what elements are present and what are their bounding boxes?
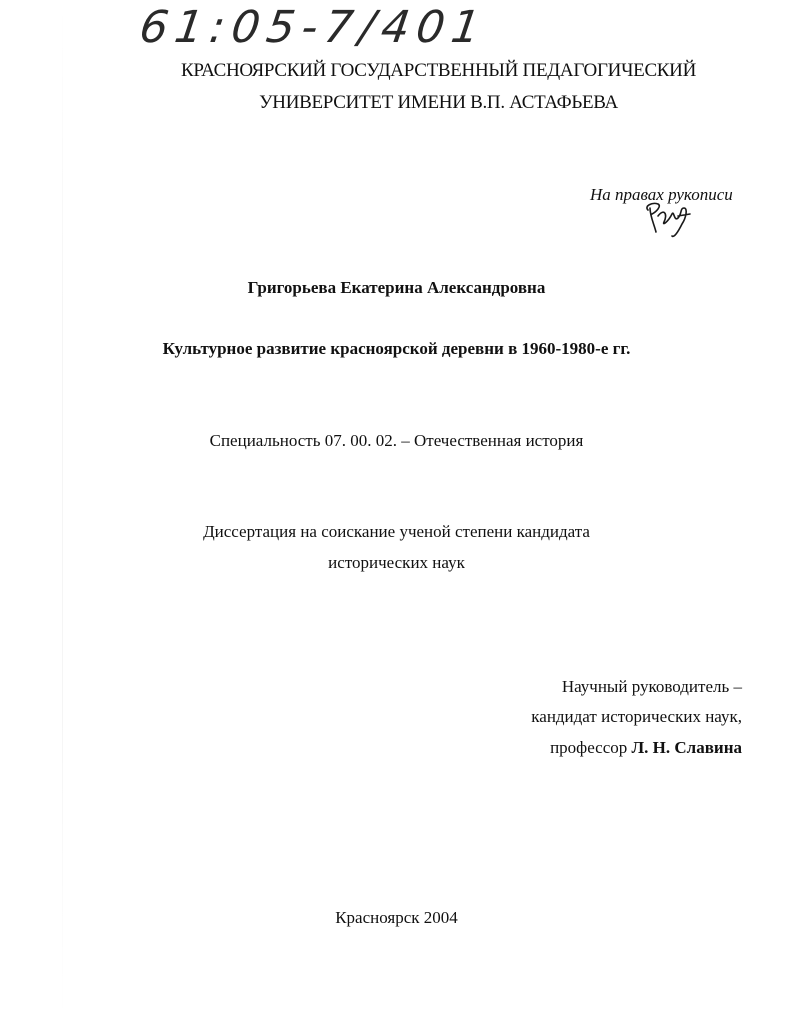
supervisor-line3 — [550, 738, 742, 758]
specialty-line: Специальность 07. 00. 02. – Отечественная история — [209, 431, 584, 450]
supervisor-line1: Научный руководитель – — [561, 677, 742, 696]
signature-icon — [638, 198, 698, 240]
degree-line1: Диссертация на соискание ученой степени кандидата — [203, 522, 590, 541]
handwritten-archive-code: 61:05-7/401 — [136, 2, 491, 53]
supervisor-title: профессор — [550, 738, 628, 757]
supervisor-name: Л. Н. Славина — [631, 738, 742, 757]
city-year: Красноярск 2004 — [335, 908, 458, 927]
manuscript-rights-note: На правах рукописи — [590, 185, 733, 204]
university-name-line1: КРАСНОЯРСКИЙ ГОСУДАРСТВЕННЫЙ ПЕДАГОГИЧЕСКИЙ — [180, 60, 697, 81]
dissertation-title: Культурное развитие красноярской деревни в 1960-1980-е гг. — [162, 339, 631, 358]
scan-margin-shadow — [62, 0, 63, 1024]
supervisor-line2: кандидат исторических наук, — [531, 707, 742, 726]
degree-line2: исторических наук — [328, 553, 465, 572]
university-name-line2: УНИВЕРСИТЕТ ИМЕНИ В.П. АСТАФЬЕВА — [259, 92, 618, 113]
author-name: Григорьева Екатерина Александровна — [247, 278, 546, 297]
